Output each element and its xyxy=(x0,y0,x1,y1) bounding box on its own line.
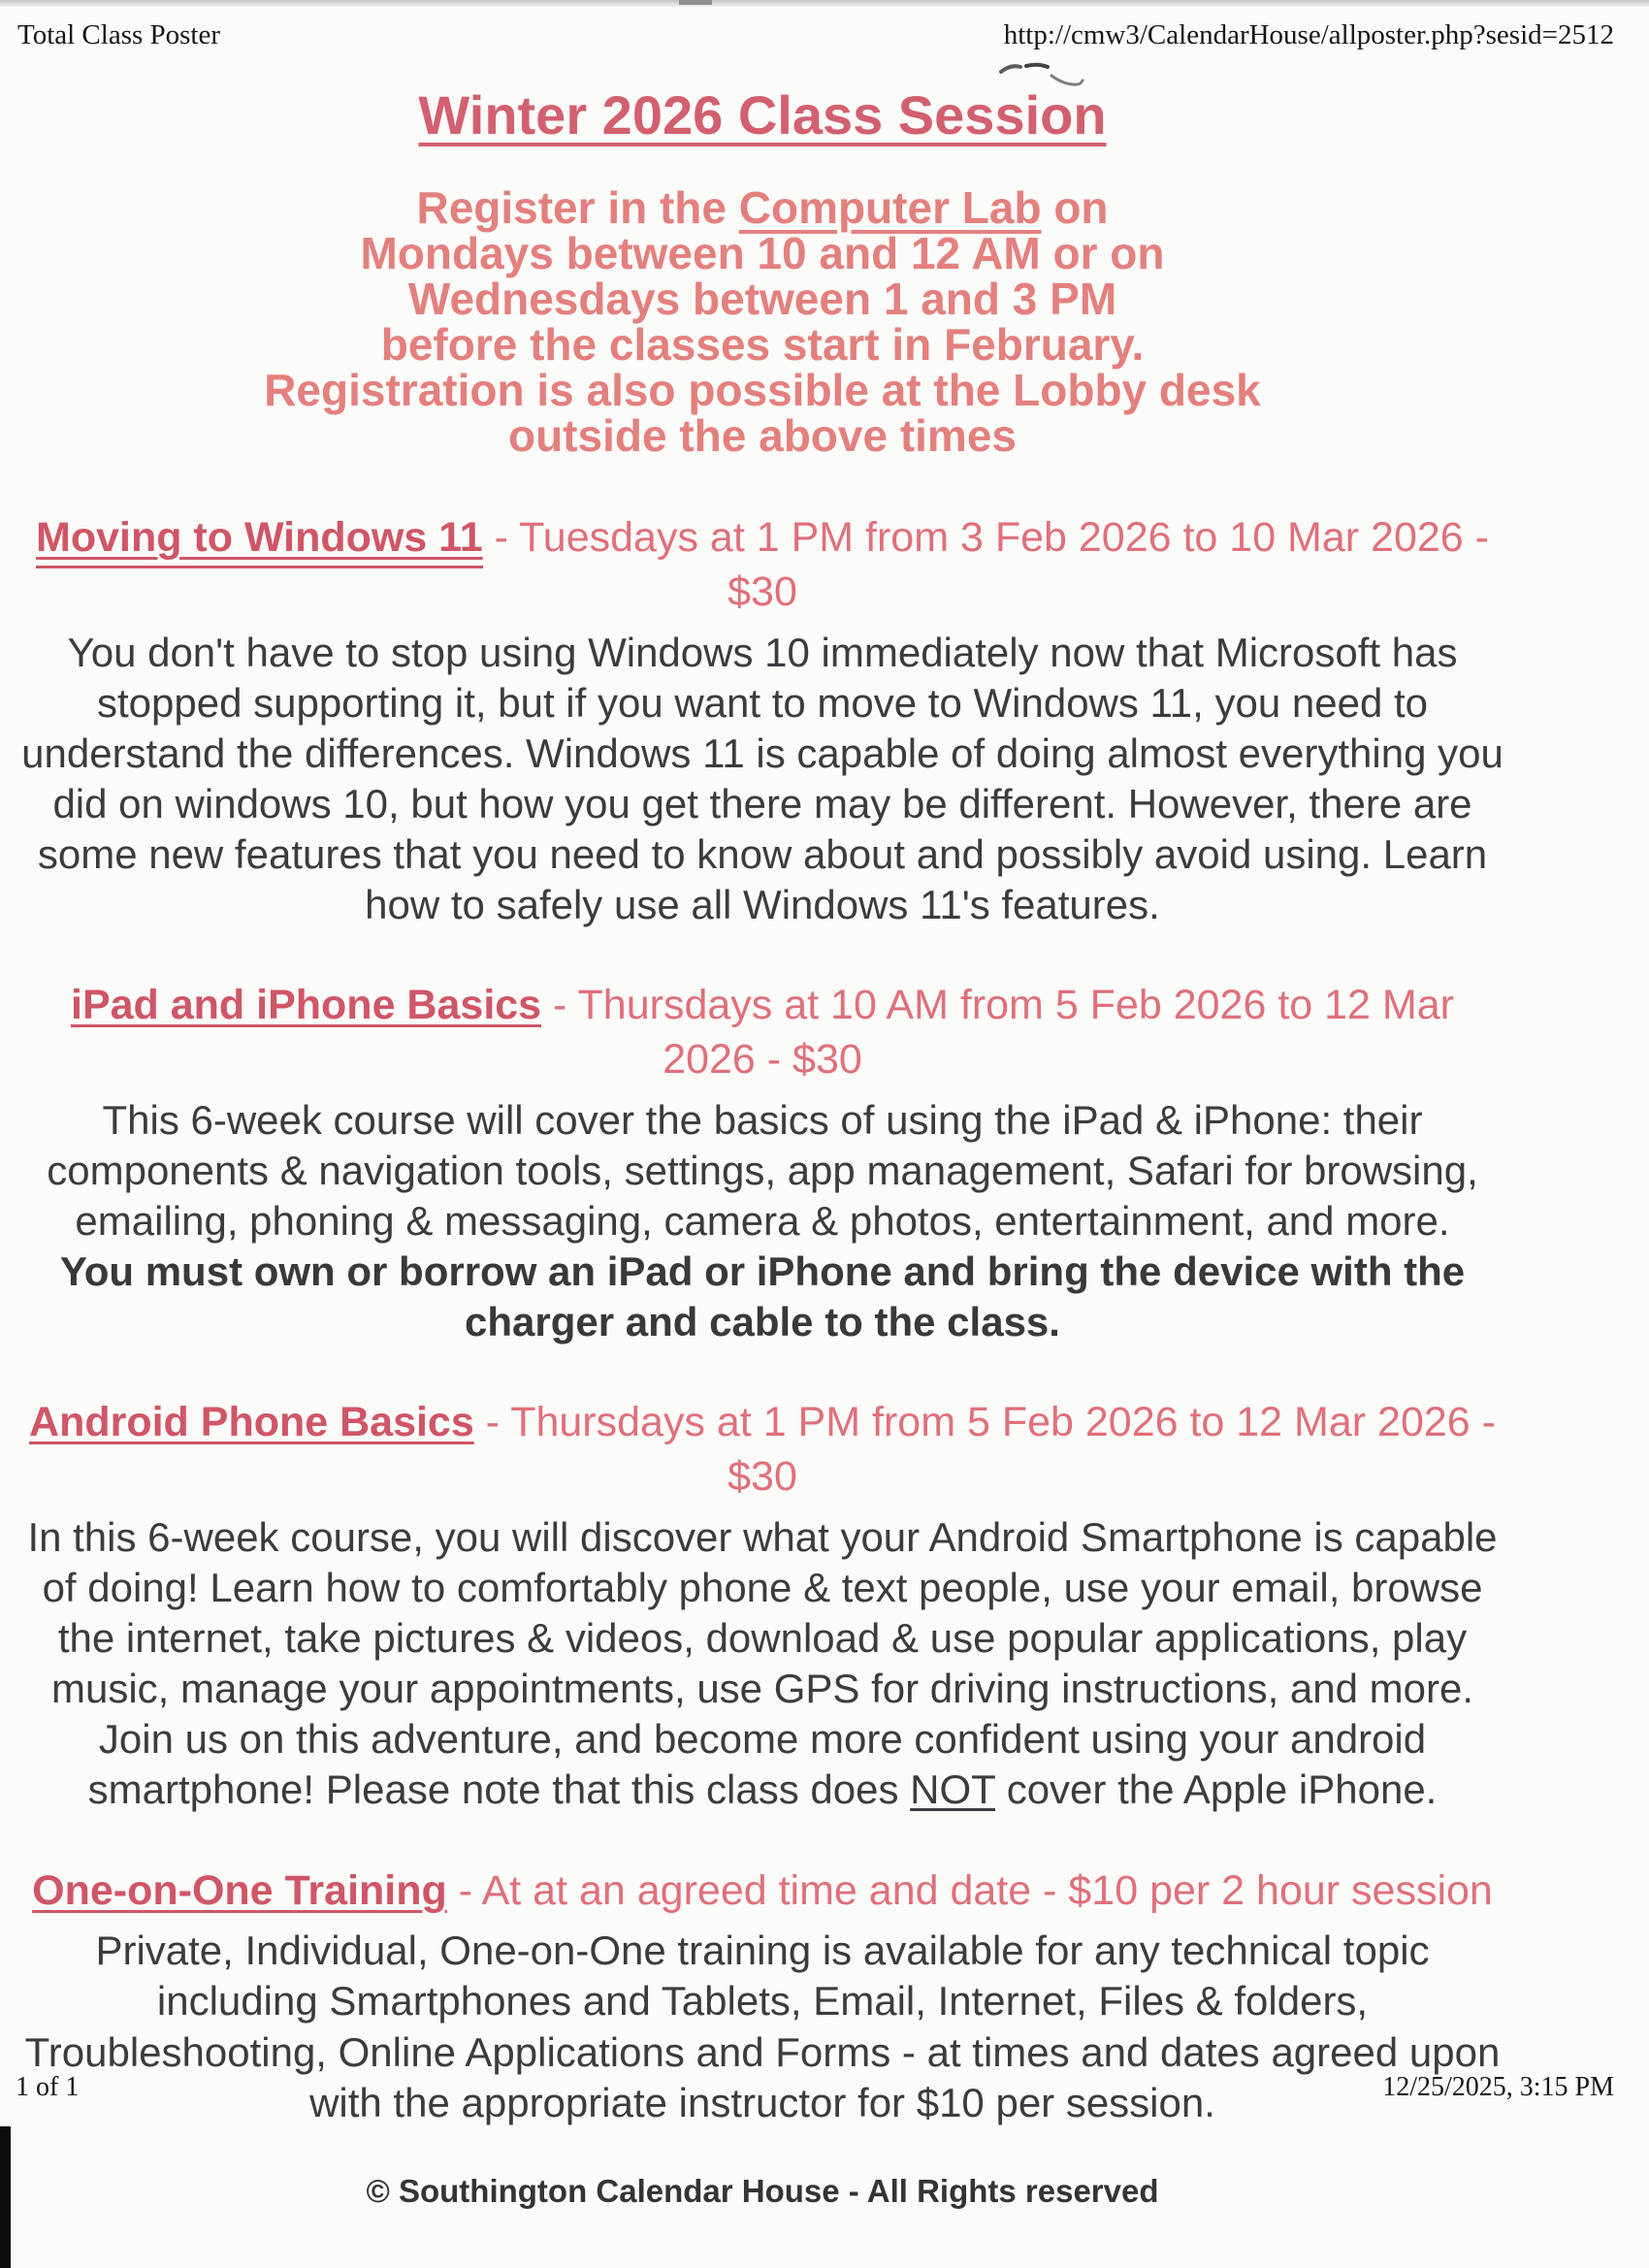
course-description-text: cover the Apple iPhone. xyxy=(995,1766,1438,1813)
computer-lab-link-text: Computer Lab xyxy=(738,182,1042,234)
section-ipad-iphone-basics xyxy=(19,979,1505,1347)
course-schedule: - Tuesdays at 1 PM from 3 Feb 2026 to 10 Mar 2026 - $30 xyxy=(482,513,1489,615)
scan-artifact-pen-mark xyxy=(997,54,1090,93)
course-schedule: - Thursdays at 10 AM from 5 Feb 2026 to 12 Mar 2026 - $30 xyxy=(541,982,1454,1083)
register-line-text: Register in the xyxy=(416,182,739,234)
course-description xyxy=(19,1512,1505,1815)
section-android-phone-basics xyxy=(19,1396,1505,1815)
course-heading xyxy=(19,979,1505,1087)
not-emphasis: NOT xyxy=(910,1766,996,1813)
course-heading xyxy=(19,511,1505,620)
course-description xyxy=(19,1095,1505,1347)
print-header-url: http://cmw3/CalendarHouse/allposter.php?sesid=2512 xyxy=(1003,19,1614,50)
print-timestamp: 12/25/2025, 3:15 PM xyxy=(1382,2072,1614,2102)
course-title: iPad and iPhone Basics xyxy=(71,982,542,1029)
copyright-line: © Southington Calendar House - All Rights reserved xyxy=(366,2172,1159,2209)
register-line: before the classes start in February. xyxy=(380,319,1145,371)
poster-content xyxy=(19,84,1505,2210)
browser-print-header xyxy=(0,0,1649,51)
course-description-text: In this 6-week course, you will discover what your Android Smartphone is capable of doing! Learn how to comfortably phone & text people, use your email, browse the internet, take pictures & videos, download & use popular applications, play music, manage your appointments, use GPS for driving instructions, and more. Join us on this adventure, and become more confident using your android smartphone! Please note that this class does xyxy=(27,1514,1498,1813)
scan-edge-artifact xyxy=(0,2126,11,2268)
section-moving-to-windows-11 xyxy=(19,511,1505,930)
register-line-text: on xyxy=(1041,182,1109,234)
page-number: 1 of 1 xyxy=(16,2072,80,2102)
register-line: Mondays between 10 and 12 AM or on xyxy=(360,228,1165,279)
course-heading xyxy=(19,1864,1505,1919)
register-notice xyxy=(19,182,1505,461)
course-schedule: - Thursdays at 1 PM from 5 Feb 2026 to 12 Mar 2026 - $30 xyxy=(473,1399,1496,1501)
register-line xyxy=(19,182,1505,234)
poster-title-text: Winter 2026 Class Session xyxy=(418,84,1107,146)
register-line: outside the above times xyxy=(507,409,1017,461)
course-description: You don't have to stop using Windows 10 immediately now that Microsoft has stopped supporting it, but if you want to move to Windows 11, you need to understand the differences. Windows 11 is capable of doing almost everything you did on windows 10, but how you get there may be different. However, there are some new features that you need to know about and possibly avoid using. Learn how to safely use all Windows 11's features. xyxy=(21,629,1504,927)
course-schedule: - At at an agreed time and date - $10 per 2 hour session xyxy=(446,1866,1493,1914)
course-heading xyxy=(19,1396,1505,1505)
print-header-title: Total Class Poster xyxy=(17,19,221,50)
device-requirement-note: You must own or borrow an iPad or iPhone and bring the device with the charger and cable to the class. xyxy=(59,1248,1466,1345)
scan-top-edge-mark xyxy=(679,0,712,5)
course-title: Android Phone Basics xyxy=(29,1399,474,1446)
course-description: Private, Individual, One-on-One training is available for any technical topic including Smartphones and Tablets, Email, Internet, Files & folders, Troubleshooting, Online Applications and Forms - at times and dates agreed upon with the appropriate instructor for $10 per session. xyxy=(24,1928,1501,2125)
scan-top-edge-shadow xyxy=(0,0,1649,7)
register-line: Wednesdays between 1 and 3 PM xyxy=(407,274,1117,325)
browser-print-footer xyxy=(16,2072,1614,2103)
course-title: Moving to Windows 11 xyxy=(36,514,483,568)
course-title: One-on-One Training xyxy=(32,1866,447,1914)
poster-title xyxy=(19,84,1505,146)
register-line: Registration is also possible at the Lobby desk xyxy=(264,365,1261,416)
course-description-text: This 6-week course will cover the basics of using the iPad & iPhone: their components & navigation tools, settings, app management, Safari for browsing, emailing, phoning & messaging, camera & photos, entertainment, and more. xyxy=(47,1096,1478,1245)
